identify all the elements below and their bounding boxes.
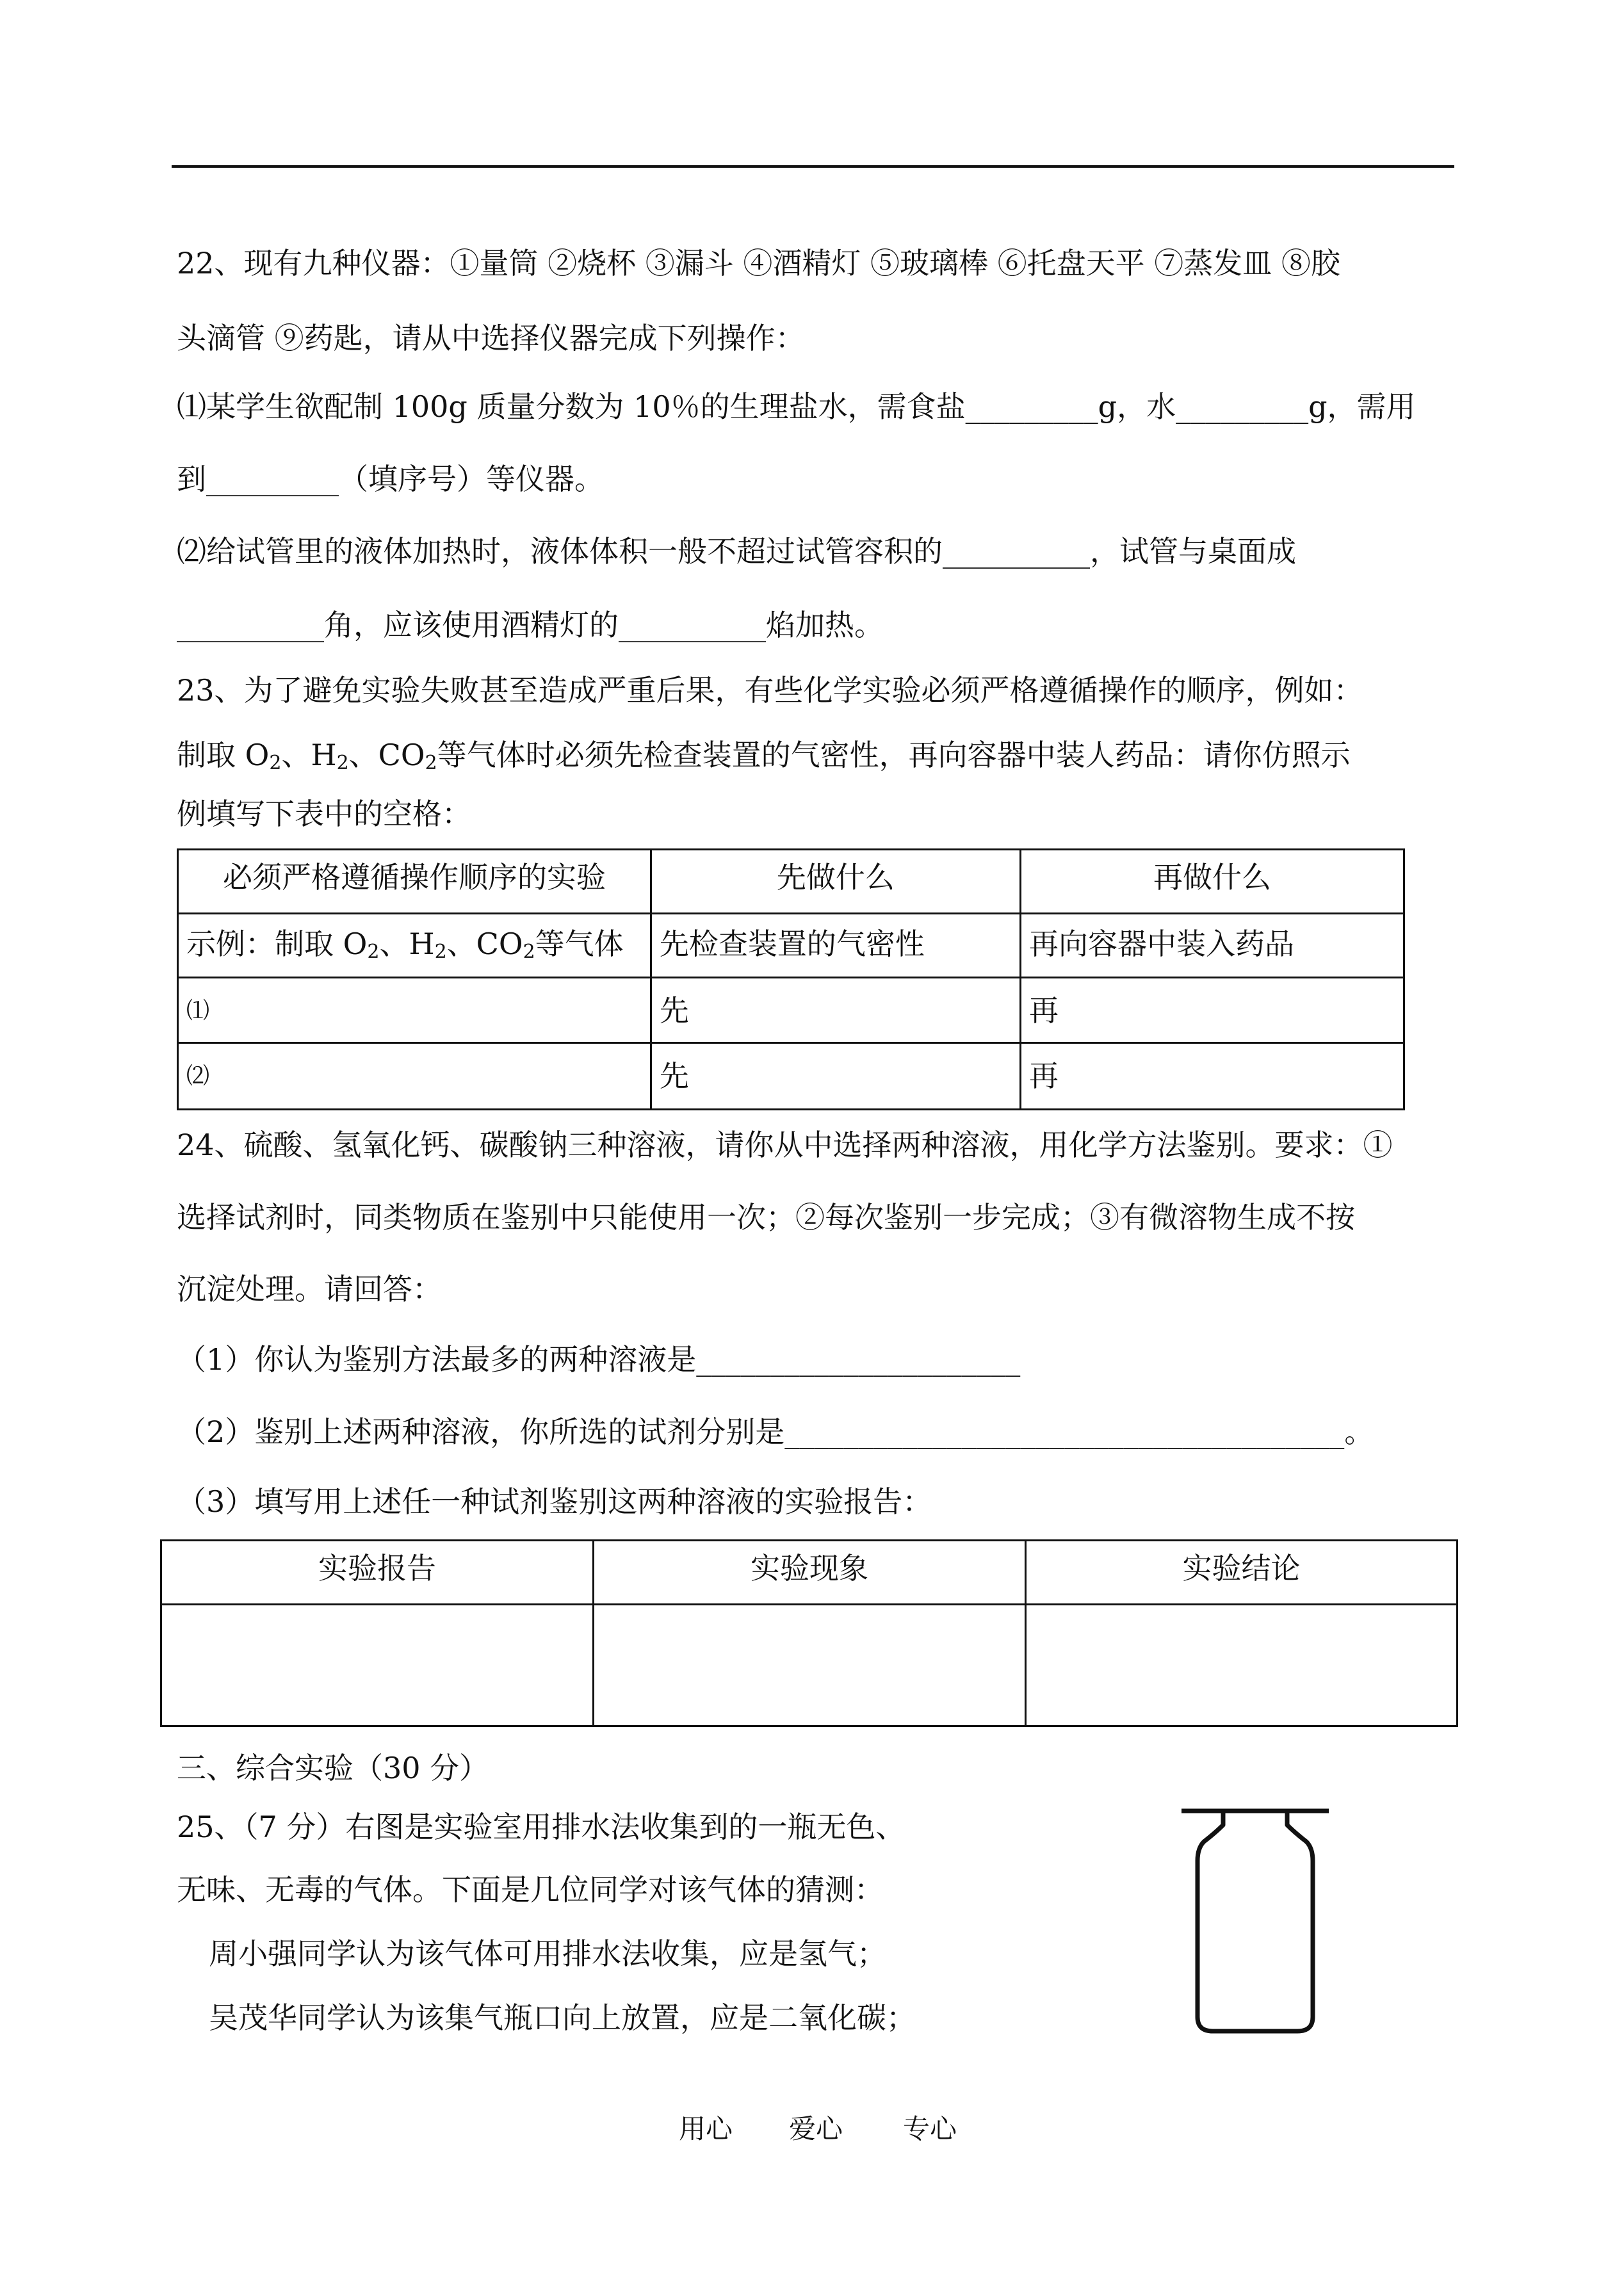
q25-line-2: 无味、无毒的气体。下面是几位同学对该气体的猜测： (177, 1872, 884, 1907)
q23-header-first: 先做什么 (651, 850, 1020, 914)
report-header-phenomenon: 实验现象 (593, 1541, 1025, 1605)
q24-report-table (160, 1539, 1458, 1727)
header-rule (172, 165, 1454, 168)
q24-sub-1: （1）你认为鉴别方法最多的两种溶液是______________________ (177, 1342, 1021, 1377)
q23-example-first: 先检查装置的气密性 (651, 914, 1020, 978)
footer-text-1: 用心 (679, 2113, 733, 2145)
report-header-conclusion: 实验结论 (1025, 1541, 1457, 1605)
q23-table (177, 848, 1405, 1110)
report-header-report: 实验报告 (161, 1541, 594, 1605)
footer-text-3: 专心 (903, 2113, 957, 2145)
q24-sub-2: （2）鉴别上述两种溶液，你所选的试剂分别是______________________________________。 (177, 1415, 1374, 1449)
q22-line-2: 头滴管 ⑨药匙，请从中选择仪器完成下列操作： (177, 321, 805, 355)
report-cell-report (161, 1605, 594, 1726)
q23-row1-first: 先 (651, 978, 1020, 1043)
gas-bottle-icon (1178, 1799, 1338, 2049)
q23-header-then: 再做什么 (1020, 850, 1404, 914)
section-3-title: 三、综合实验（30 分） (177, 1751, 489, 1785)
q24-line-1: 24、硫酸、氢氧化钙、碳酸钠三种溶液，请你从中选择两种溶液，用化学方法鉴别。要求：① (177, 1128, 1393, 1162)
q24-sub-3: （3）填写用上述任一种试剂鉴别这两种溶液的实验报告： (177, 1484, 932, 1519)
q22-part2-line-1: ⑵给试管里的液体加热时，液体体积一般不超过试管容积的__________，试管与桌面成 (177, 534, 1296, 569)
report-cell-phenomenon (593, 1605, 1025, 1726)
q22-line-1: 22、现有九种仪器：①量筒 ②烧杯 ③漏斗 ④酒精灯 ⑤玻璃棒 ⑥托盘天平 ⑦蒸发皿 ⑧胶 (177, 246, 1340, 280)
q23-row2-label: ⑵ (178, 1043, 651, 1110)
report-cell-conclusion (1025, 1605, 1457, 1726)
q25-line-1: 25、（7 分）右图是实验室用排水法收集到的一瓶无色、 (177, 1810, 905, 1844)
q23-example-then: 再向容器中装入药品 (1020, 914, 1404, 978)
q23-row1-then: 再 (1020, 978, 1404, 1043)
q22-part2-line-2: __________角，应该使用酒精灯的__________焰加热。 (177, 608, 884, 642)
q23-header-experiment: 必须严格遵循操作顺序的实验 (178, 850, 651, 914)
q23-line-2: 制取 $O_2$、$H_2$、$CO_2$等气体时必须先检查装置的气密性，再向容器中装人药品：请你仿照示 (177, 738, 1351, 774)
q24-line-2: 选择试剂时，同类物质在鉴别中只能使用一次；②每次鉴别一步完成；③有微溶物生成不按 (177, 1200, 1355, 1235)
q22-part1-line-2: 到_________（填序号）等仪器。 (177, 462, 604, 496)
q23-row1-label: ⑴ (178, 978, 651, 1043)
q23-line-1: 23、为了避免实验失败甚至造成严重后果，有些化学实验必须严格遵循操作的顺序，例如： (177, 673, 1363, 708)
q22-part1-line-1: ⑴某学生欲配制 100g 质量分数为 10％的生理盐水，需食盐_________g，水_________g，需用 (177, 389, 1416, 424)
q23-example-experiment: 示例：制取 $O_2$、$H_2$、$CO_2$等气体 (178, 914, 651, 978)
q25-line-4: 吴茂华同学认为该集气瓶口向上放置，应是二氧化碳； (209, 2000, 916, 2035)
q24-line-3: 沉淀处理。请回答： (177, 1272, 442, 1306)
q25-line-3: 周小强同学认为该气体可用排水法收集，应是氢气； (209, 1936, 886, 1971)
q23-line-3: 例填写下表中的空格： (177, 797, 471, 831)
q23-row2-first: 先 (651, 1043, 1020, 1110)
footer-text-2: 爱心 (789, 2113, 843, 2145)
q23-row2-then: 再 (1020, 1043, 1404, 1110)
